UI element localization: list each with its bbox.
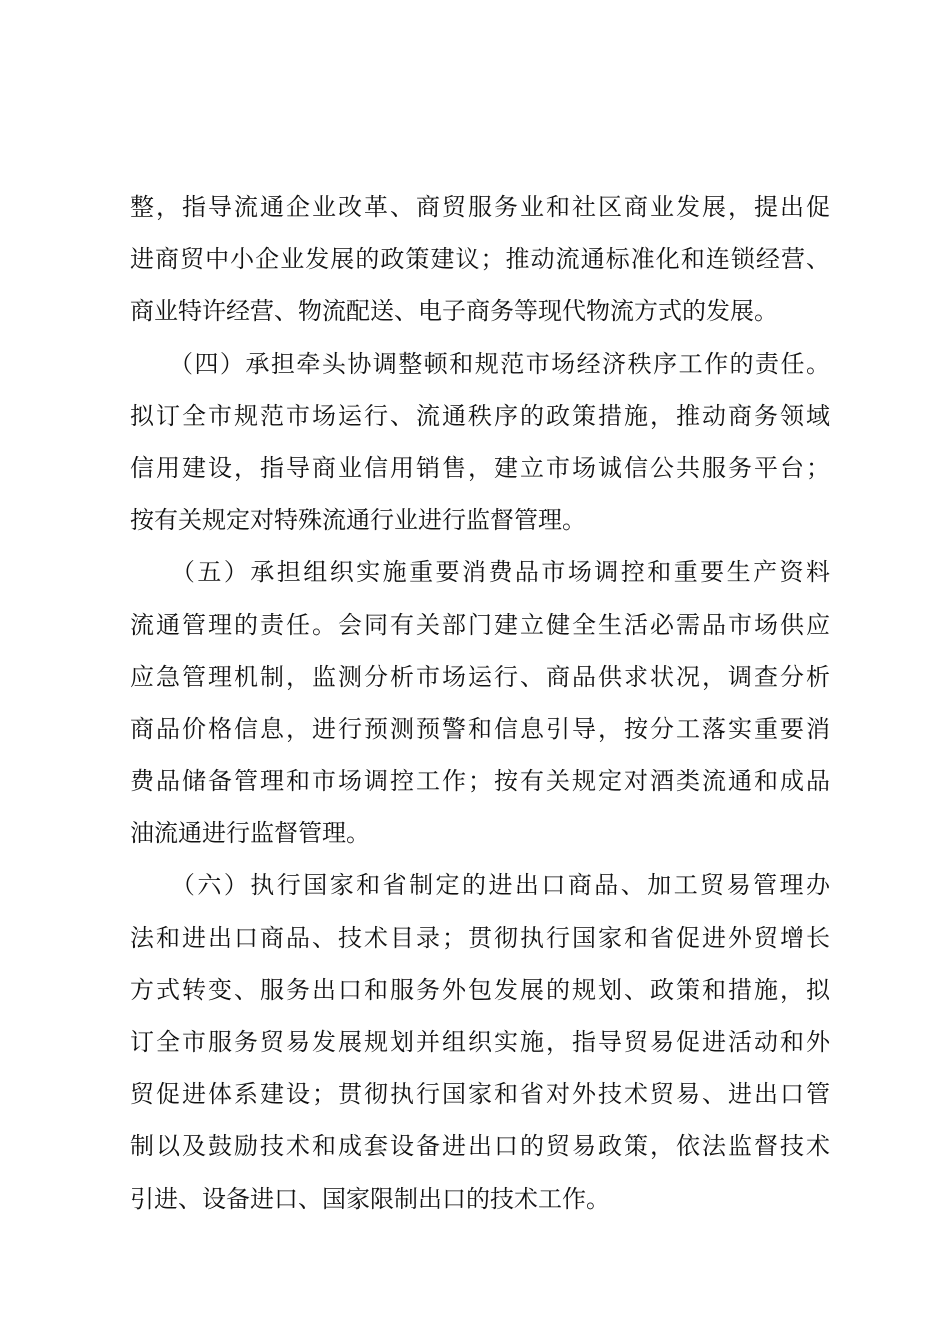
- text-line: 贸促进体系建设；贯彻执行国家和省对外技术贸易、进出口管: [130, 1080, 830, 1109]
- text-line: 拟订全市规范市场运行、流通秩序的政策措施，推动商务领域: [130, 401, 830, 430]
- text-line: 按有关规定对特殊流通行业进行监督管理。: [130, 506, 586, 535]
- text-line: 应急管理机制，监测分析市场运行、商品供求状况，调查分析: [130, 662, 830, 691]
- text-line: 引进、设备进口、国家限制出口的技术工作。: [130, 1184, 610, 1213]
- text-line: 油流通进行监督管理。: [130, 819, 370, 848]
- text-line: （四）承担牵头协调整顿和规范市场经济秩序工作的责任。: [130, 349, 830, 378]
- text-line: 流通管理的责任。会同有关部门建立健全生活必需品市场供应: [130, 610, 830, 639]
- text-line: 订全市服务贸易发展规划并组织实施，指导贸易促进活动和外: [130, 1028, 830, 1056]
- body-text: [130, 181, 830, 1225]
- text-line: 进商贸中小企业发展的政策建议；推动流通标准化和连锁经营、: [130, 245, 830, 274]
- text-line: （五）承担组织实施重要消费品市场调控和重要生产资料: [130, 558, 830, 587]
- text-line: 信用建设，指导商业信用销售，建立市场诚信公共服务平台；: [130, 453, 830, 482]
- text-line: 制以及鼓励技术和成套设备进出口的贸易政策，依法监督技术: [130, 1132, 830, 1161]
- text-line: 法和进出口商品、技术目录；贯彻执行国家和省促进外贸增长: [130, 923, 830, 952]
- text-line: 整，指导流通企业改革、商贸服务业和社区商业发展，提出促: [130, 193, 830, 221]
- text-line: 方式转变、服务出口和服务外包发展的规划、政策和措施，拟: [130, 975, 830, 1004]
- text-line: 费品储备管理和市场调控工作；按有关规定对酒类流通和成品: [130, 767, 830, 796]
- text-line: 商业特许经营、物流配送、电子商务等现代物流方式的发展。: [130, 297, 778, 326]
- text-line: 商品价格信息，进行预测预警和信息引导，按分工落实重要消: [130, 714, 830, 743]
- text-line: （六）执行国家和省制定的进出口商品、加工贸易管理办: [130, 871, 830, 900]
